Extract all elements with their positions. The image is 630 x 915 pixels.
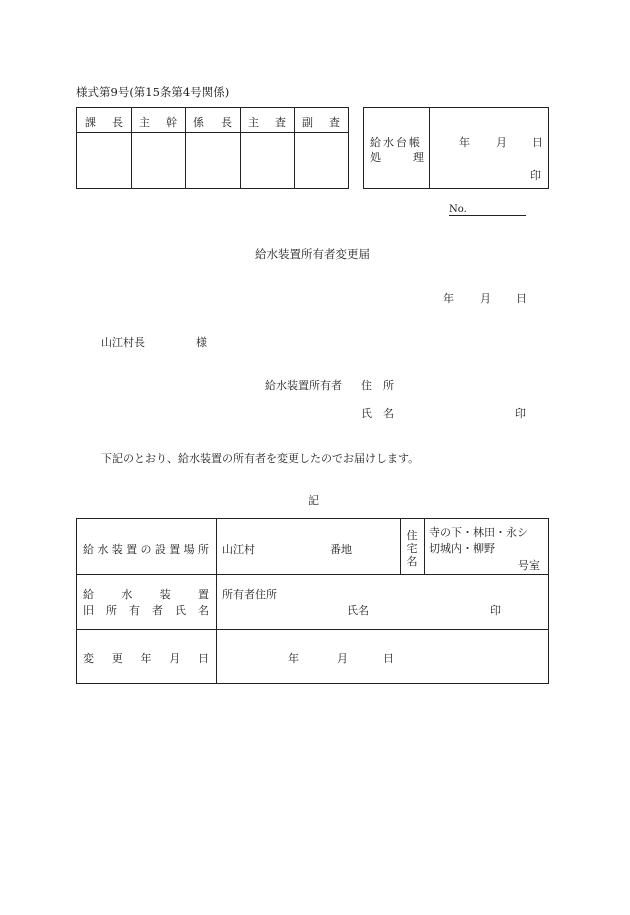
ledger-label: 給水台帳 [370,136,422,149]
approval-col-kacho: 課 長 [85,116,123,129]
doc-number-line [449,215,526,216]
room-number-label: 号室 [518,559,540,572]
change-date-day: 日 [383,652,394,665]
ledger-date-year: 年 [459,136,470,149]
addressee-honorific: 様 [196,336,207,349]
prev-owner-seal: 印 [490,604,501,617]
row-change-date-label: 変 更 年 月 日 [83,652,209,665]
ledger-label-shori: 処 理 [370,151,424,164]
applicant-seal: 印 [515,407,526,420]
prev-owner-address-label: 所有者住所 [222,588,277,601]
ledger-date-day: 日 [532,136,543,149]
ledger-date-month: 月 [496,136,507,149]
row-location-label: 給 水 装 置 の 設 置 場 所 [83,543,209,556]
change-date-month: 月 [337,652,348,665]
jutaku-label: 住 宅 名 [406,529,418,568]
submission-month: 月 [480,292,491,305]
applicant-address-label: 住 所 [361,379,394,392]
applicant-name-label: 氏 名 [361,407,394,420]
location-banchi: 番地 [330,543,352,556]
addressee-name: 山江村長 [101,336,145,349]
location-village: 山江村 [222,543,255,556]
form-number: 様式第9号(第15条第4号関係) [76,85,230,99]
doc-number-label: No. [449,204,467,215]
row-prev-owner-label-2: 旧 所 有 者 氏 名 [83,604,209,617]
jutaku-options-line1: 寺の下・林田・永シ [429,526,528,539]
ledger-seal: 印 [530,169,541,182]
approval-col-fukusa: 副 査 [302,116,340,129]
approval-col-shukan: 主 幹 [139,116,177,129]
submission-day: 日 [516,292,527,305]
approval-col-shusa: 主 査 [248,116,286,129]
page-title: 給水装置所有者変更届 [255,247,370,261]
ki-heading: 記 [308,494,319,507]
approval-col-kakaricho: 係 長 [193,116,232,129]
jutaku-options-line2: 切城内・柳野 [429,542,495,555]
applicant-role: 給水装置所有者 [265,379,342,392]
prev-owner-name-label: 氏名 [347,604,369,617]
submission-year: 年 [443,292,454,305]
row-prev-owner-label-1: 給 水 装 置 [83,588,209,601]
change-date-year: 年 [288,652,299,665]
body-text: 下記のとおり、給水装置の所有者を変更したのでお届けします。 [101,452,420,465]
